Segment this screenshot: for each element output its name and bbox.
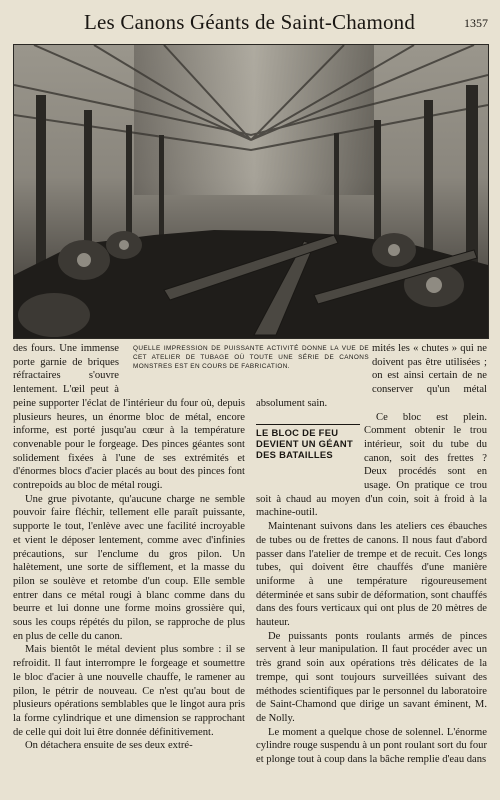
paragraph: des fours. Une immense porte garnie de briques réfractaires s'ouvre lentement. L'œil peut à peine supporter l'éclat de l'intérieur du four où, depuis plusieurs heures, un énorme bloc de métal, encore informe, est porté jusqu'au cœur à la température convenable pour le forgeage. Des pinces géantes sont solidement fixées à l'une de ses extrémités et d'énormes blocs d'acier placés au bout des pinces font contrepoids au bloc de métal rougi. (13, 343, 245, 492)
page-header (14, 8, 488, 38)
paragraph: Mais bientôt le métal devient plus sombre : il se refroidit. Il faut interrompre le forgeage et soumettre le bloc d'acier à une nouvelle chauffe, le ramener au pilon, le pétrir de nouveau. Ce n'est qu'au bout de plusieurs opérations semblables que le lingot aura pris la forme cylindrique et une dimension se rapprochant de celle qui doit lui être donnée définitivement. (13, 644, 245, 738)
text-column-right (256, 342, 487, 767)
paragraph: De puissants ponts roulants armés de pinces servent à leur manipulation. Il faut procéder avec un très grand soin aux opérations très délicates de la trempe, qui sont toujours surveillées suivant des méthodes scientifiques par le personnel du laboratoire de Saint-Chamond que dirige un savant éminent, M. de Nolly. (256, 630, 487, 724)
text-column-left (13, 342, 245, 753)
paragraph: mités les « chutes » qui ne doivent pas être utilisées ; on est ainsi certain de ne conserver qu'un métal absolument sain. (256, 343, 487, 409)
factory-photo (13, 44, 489, 339)
paragraph: Une grue pivotante, qu'aucune charge ne semble pouvoir faire fléchir, tellement elle paraît puissante, supporte le tout, l'enlève avec une facilité incroyable et vient le déposer lentement, comme avec d'infinies précautions, sur l'enclume du gros pilon. Un halètement, une sorte de sifflement, et la masse du pilon se soulève et retombe d'un coup. Elle semble entrer dans ce métal rougi à blanc comme dans du beurre et lui donne une forme moins grossière qui, sous les coups répétés du pilon, se rapproche de plus en plus de celle du canon. (13, 493, 245, 642)
photo-caption: QUELLE IMPRESSION DE PUISSANTE ACTIVITÉ DONNE LA VUE DE CET ATELIER DE TUBAGE OÙ TOUTE UNE SÉRIE DE CANONS MONSTRES EST EN COURS DE FABRICATION. (133, 345, 369, 370)
paragraph: Maintenant suivons dans les ateliers ces ébauches de tubes ou de frettes de canons. Il nous faut d'abord passer dans l'atelier de trempe et de recuit. Ces longs tubes, qui doivent être chauffés d'une manière uniforme à une température rigoureusement déterminée et sans subir de déformation, sont chauffés dans des fours verticaux qui ont plus de 20 mètres de hauteur. (256, 521, 487, 629)
paragraph: On détachera ensuite de ses deux extré- (25, 740, 193, 752)
paragraph: Ce bloc est plein. Comment obtenir le trou intérieur, soit du tube du canon, soit des frettes ? Deux procédés sont en usage. On pratique ce trou soit à chaud au moyen d'un coin, soit à froid à la machine-outil. (256, 411, 487, 519)
section-subhead: LE BLOC DE FEU DEVIENT UN GÉANT DES BATAILLES (256, 424, 360, 461)
page-title: Les Canons Géants de Saint-Chamond (84, 10, 416, 34)
workshop-illustration (14, 45, 488, 338)
page-number: 1357 (464, 16, 488, 30)
paragraph: Le moment a quelque chose de solennel. L'énorme cylindre rouge suspendu à un pont roulant sort du four et plonge tout à coup dans la bâche remplie d'eau dans (256, 726, 487, 766)
